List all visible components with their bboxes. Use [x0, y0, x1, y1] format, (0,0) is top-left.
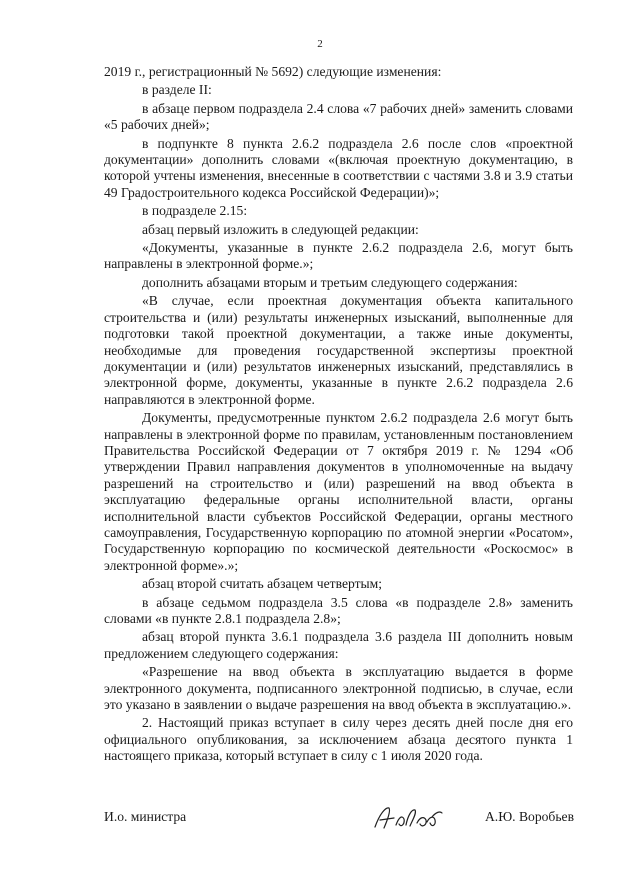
paragraph: в разделе II:	[142, 82, 212, 98]
paragraph: в абзаце седьмом подраздела 3.5 слова «в подразделе 2.8» заменить словами «в пункте 2.8.1 подраздела 2.8»;	[104, 594, 573, 626]
paragraph: «Документы, указанные в пункте 2.6.2 подраздела 2.6, могут быть направлены в электронной форме.»;	[104, 240, 573, 272]
paragraph: 2. Настоящий приказ вступает в силу через десять дней после дня его официального опубликования, за исключением абзаца десятого пункта 1 настоящего приказа, который вступает в силу с 1 июля 2020 года.	[104, 715, 573, 764]
paragraph: «Разрешение на ввод объекта в эксплуатацию выдается в форме электронного документа, подписанного электронной подписью, в случае, если это указано в заявлении о выдаче разрешения на ввод объекта в эксплуатацию.».	[104, 664, 573, 713]
paragraph: 2019 г., регистрационный № 5692) следующие изменения:	[104, 64, 442, 79]
paragraph: абзац второй считать абзацем четвертым;	[142, 576, 383, 592]
signatory-name: А.Ю. Воробьев	[484, 809, 574, 824]
page-number: 2	[317, 38, 323, 50]
paragraph: в абзаце первом подраздела 2.4 слова «7 рабочих дней» заменить словами «5 рабочих дней»;	[104, 100, 573, 133]
document-body	[104, 64, 573, 767]
handwritten-signature	[372, 803, 444, 833]
paragraph: Документы, предусмотренные пунктом 2.6.2 подраздела 2.6 могут быть направлены в электронной форме по правилам, установленным постановлением Правительства Российской Федерации от 7 октября 2019 г. № 1294 «Об утверждении Правил направления документов в уполномоченные на выдачу разрешений на строительство и (или) разрешений на ввод объекта в эксплуатацию федеральные органы исполнительной власти, органы исполнительной власти субъектов Российской Федерации, органы местного самоуправления, Государственную корпорацию по атомной энергии «Росатом», Государственную корпорацию по космической деятельности «Роскосмос» в электронной форме».»;	[104, 410, 573, 573]
paragraph: абзац первый изложить в следующей редакции:	[142, 221, 419, 237]
paragraph: в подразделе 2.15:	[142, 203, 248, 219]
signatory-role: И.о. министра	[104, 809, 187, 824]
paragraph: в подпункте 8 пункта 2.6.2 подраздела 2.6 после слов «проектной документации» дополнить словами «(включая проектную документацию, в которой учтены изменения, внесенные в соответствии с частями 3.8 и 3.9 статьи 49 Градостроительного кодекса Российской Федерации)»;	[104, 135, 573, 200]
paragraph: дополнить абзацами вторым и третьим следующего содержания:	[142, 274, 518, 290]
paragraph: «В случае, если проектная документация объекта капитального строительства и (или) результаты инженерных изысканий, выполненные для подготовки такой проектной документации, а также иные документы, необходимые для проведения государственной экспертизы проектной документации и (или) результатов инженерных изысканий, представлялись в электронной форме, документы, указанные в пункте 2.6.2 подраздела 2.6 направляются в электронной форме.	[104, 293, 573, 407]
signature-block	[104, 803, 574, 833]
paragraph: абзац второй пункта 3.6.1 подраздела 3.6 раздела III дополнить новым предложением следующего содержания:	[104, 629, 573, 661]
